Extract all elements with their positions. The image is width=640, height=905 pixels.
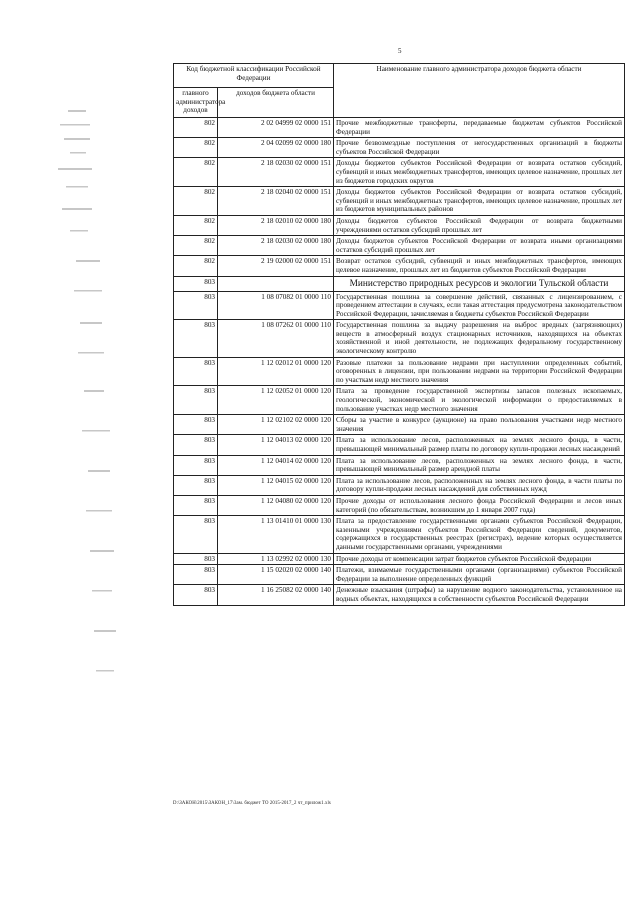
budget-code: 1 12 04013 02 0000 120: [218, 435, 334, 455]
page-number: 5: [398, 47, 402, 55]
budget-code: 1 12 04015 02 0000 120: [218, 475, 334, 495]
table-row: [174, 291, 625, 320]
ministry-admin-code: 803: [174, 276, 218, 291]
admin-code: 803: [174, 386, 218, 415]
table-row: [174, 138, 625, 158]
admin-code: 802: [174, 158, 218, 187]
revenue-name: Доходы бюджетов субъектов Российской Федерации от возврата бюджетными учреждениями остатков субсидий прошлых лет: [334, 215, 625, 235]
chief-admin-header: главного администратора доходов: [174, 88, 218, 118]
file-path-footer: D:\ЗАКОН\2015\ЗАКОН_17\3ам. бюджет ТО 2015-2017_2 чт_прилож1.xls: [173, 801, 331, 806]
table-row: [174, 320, 625, 357]
budget-code: 1 12 02012 01 0000 120: [218, 357, 334, 386]
admin-code: 803: [174, 565, 218, 585]
ministry-row: [174, 276, 625, 291]
revenue-name: Плата за предоставление государственными органами субъектов Российской Федерации, казенными учреждениями субъектов Российской Федерации сведений, документов, содержащихся в государственных реестрах (регистрах), ведение которых осуществляется данными государственными органами, учреждениями: [334, 516, 625, 553]
table-row: [174, 475, 625, 495]
admin-code: 803: [174, 320, 218, 357]
table-row: [174, 415, 625, 435]
table-row: [174, 118, 625, 138]
budget-code: 1 15 02020 02 0000 140: [218, 565, 334, 585]
admin-code: 802: [174, 236, 218, 256]
budget-code: 1 08 07082 01 0000 110: [218, 291, 334, 320]
budget-code: 1 13 01410 01 0000 130: [218, 516, 334, 553]
table-row: [174, 386, 625, 415]
table-row: [174, 565, 625, 585]
admin-code: 802: [174, 138, 218, 158]
table-row: [174, 455, 625, 475]
budget-code: 1 12 04014 02 0000 120: [218, 455, 334, 475]
budget-revenue-header: доходов бюджета области: [218, 88, 334, 118]
budget-code: 2 18 02030 02 0000 151: [218, 158, 334, 187]
table-row: [174, 236, 625, 256]
admin-code: 803: [174, 516, 218, 553]
table-row: [174, 516, 625, 553]
budget-code: 2 18 02030 02 0000 180: [218, 236, 334, 256]
table-row: [174, 158, 625, 187]
admin-code: 803: [174, 495, 218, 515]
table-row: [174, 435, 625, 455]
table-row: [174, 187, 625, 216]
ministry-title: Министерство природных ресурсов и экологии Тульской области: [334, 276, 625, 291]
budget-code: 2 04 02099 02 0000 180: [218, 138, 334, 158]
admin-code: 803: [174, 585, 218, 605]
revenue-name: Плата за использование лесов, расположенных на землях лесного фонда, в части, превышающей минимальный размер арендной платы: [334, 455, 625, 475]
admin-code: 802: [174, 256, 218, 276]
administrator-name-header: Наименование главного администратора доходов бюджета области: [334, 64, 625, 118]
budget-code: 1 12 04080 02 0000 120: [218, 495, 334, 515]
revenue-name: Сборы за участие в конкурсе (аукционе) на право пользования участками недр местного значения: [334, 415, 625, 435]
scan-edge-noise: [40, 90, 140, 700]
admin-code: 802: [174, 215, 218, 235]
revenue-name: Платежи, взимаемые государственными органами (организациями) субъектов Российской Федерации за выполнение определенных функций: [334, 565, 625, 585]
budget-code: 2 19 02000 02 0000 151: [218, 256, 334, 276]
admin-code: 803: [174, 357, 218, 386]
classification-header: Код бюджетной классификации Российской Федерации: [174, 64, 334, 88]
revenue-administrators-table: [173, 63, 625, 606]
revenue-name: Возврат остатков субсидий, субвенций и иных межбюджетных трансфертов, имеющих целевое назначение, прошлых лет из бюджетов субъектов Российской Федерации: [334, 256, 625, 276]
revenue-name: Прочие доходы от компенсации затрат бюджетов субъектов Российской Федерации: [334, 553, 625, 565]
admin-code: 802: [174, 118, 218, 138]
table-row: [174, 585, 625, 605]
admin-code: 802: [174, 187, 218, 216]
table-row: [174, 215, 625, 235]
revenue-name: Прочие доходы от использования лесного фонда Российской Федерации и лесов иных категорий (по обязательствам, возникшим до 1 января 2007 года): [334, 495, 625, 515]
revenue-name: Доходы бюджетов субъектов Российской Федерации от возврата остатков субсидий, субвенций и иных межбюджетных трансфертов, имеющих целевое назначение, прошлых лет из бюджетов городских округов: [334, 158, 625, 187]
admin-code: 803: [174, 475, 218, 495]
table-row: [174, 495, 625, 515]
budget-code: 2 18 02010 02 0000 180: [218, 215, 334, 235]
budget-code: 2 02 04999 02 0000 151: [218, 118, 334, 138]
admin-code: 803: [174, 415, 218, 435]
revenue-name: Государственная пошлина за совершение действий, связанных с лицензированием, с проведением аттестации в случаях, если такая аттестация предусмотрена законодательством Российской Федерации, зачисляемая в бюджеты субъектов Российской Федерации: [334, 291, 625, 320]
revenue-name: Денежные взыскания (штрафы) за нарушение водного законодательства, установленное на водных объектах, находящихся в собственности субъектов Российской Федерации: [334, 585, 625, 605]
revenue-name: Государственная пошлина за выдачу разрешения на выброс вредных (загрязняющих) веществ в атмосферный воздух стационарных источников, находящихся на объектах хозяйственной и иной деятельности, не подлежащих федеральному государственному экологическому контролю: [334, 320, 625, 357]
admin-code: 803: [174, 455, 218, 475]
revenue-name: Доходы бюджетов субъектов Российской Федерации от возврата остатков субсидий, субвенций и иных межбюджетных трансфертов, имеющих целевое назначение, прошлых лет из бюджетов муниципальных районов: [334, 187, 625, 216]
revenue-name: Разовые платежи за пользование недрами при наступлении определенных событий, оговоренных в лицензии, при пользовании недрами на территории Российской Федерации по участкам недр местного значения: [334, 357, 625, 386]
revenue-name: Прочие межбюджетные трансферты, передаваемые бюджетам субъектов Российской Федерации: [334, 118, 625, 138]
table-header-row: [174, 64, 625, 88]
revenue-name: Прочие безвозмездные поступления от негосударственных организаций в бюджеты субъектов Российской Федерации: [334, 138, 625, 158]
revenue-name: Плата за использование лесов, расположенных на землях лесного фонда, в части, превышающей минимальный размер платы по договору купли-продажи лесных насаждений: [334, 435, 625, 455]
revenue-name: Доходы бюджетов субъектов Российской Федерации от возврата иными организациями остатков субсидий прошлых лет: [334, 236, 625, 256]
admin-code: 803: [174, 553, 218, 565]
admin-code: 803: [174, 291, 218, 320]
table-row: [174, 357, 625, 386]
budget-code: 2 18 02040 02 0000 151: [218, 187, 334, 216]
revenue-name: Плата за использование лесов, расположенных на землях лесного фонда, в части платы по договору купли-продажи лесных насаждений для собственных нужд: [334, 475, 625, 495]
budget-code: 1 12 02052 01 0000 120: [218, 386, 334, 415]
ministry-empty-cell: [218, 276, 334, 291]
table-row: [174, 256, 625, 276]
budget-code: 1 16 25082 02 0000 140: [218, 585, 334, 605]
budget-code: 1 13 02992 02 0000 130: [218, 553, 334, 565]
revenue-name: Плата за проведение государственной экспертизы запасов полезных ископаемых, геологической, экономической и экологической информации о предоставляемых в пользование участках недр местного значения: [334, 386, 625, 415]
budget-code: 1 08 07262 01 0000 110: [218, 320, 334, 357]
budget-code: 1 12 02102 02 0000 120: [218, 415, 334, 435]
table-row: [174, 553, 625, 565]
admin-code: 803: [174, 435, 218, 455]
